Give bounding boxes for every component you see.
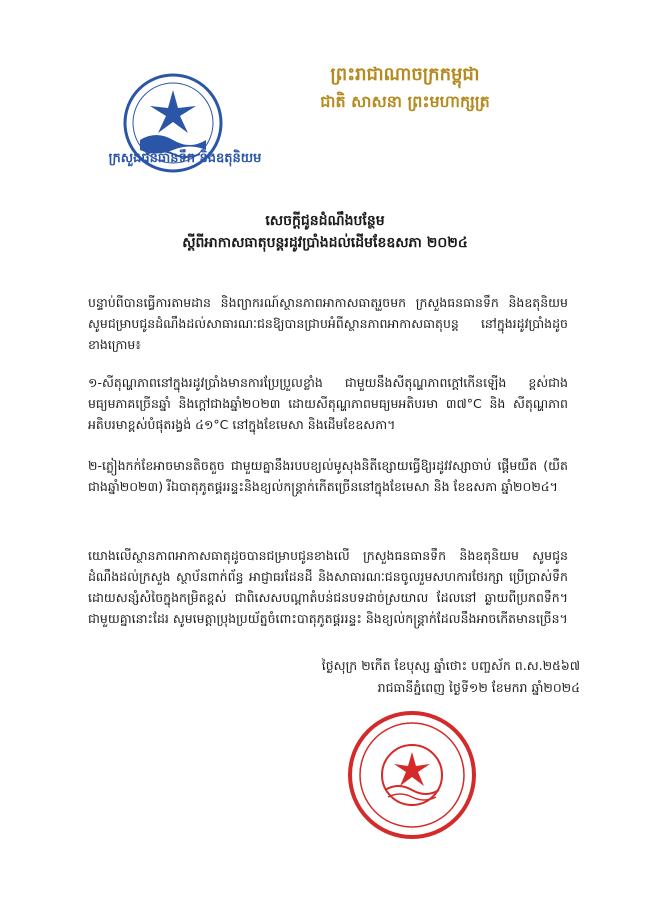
ministry-name: ក្រសួងធនធានទឹក និងឧតុនិយម — [108, 151, 262, 166]
intro-paragraph: បន្ទាប់ពីបានធ្វើការតាមដាន និងព្យាករណ៍ស្ថានភាពអាកាសធាតុរួចមក ក្រសួងធនធានទឹក និងឧតុនិយម សូមជម្រាបជូនដំណឹងដល់សាធារណៈជនឱ្យបានជ្រាបអំពីស្ថានភាពអាកាសធាតុបន្ត នៅក្នុងរដូវប្រាំងដូចខាងក្រោម៖ — [88, 295, 568, 352]
kingdom-line2: ជាតិ សាសនា ព្រះមហាក្សត្រ — [320, 92, 490, 111]
title-line2: ស្ដីពីអាកាសធាតុបន្ដរដូវប្រាំងដល់ដើមខែឧសភា ២០២៤ — [182, 235, 468, 251]
kingdom-header — [240, 62, 570, 114]
point-1-paragraph: ១-សីតុណ្ហភាពនៅក្នុងរដូវប្រាំងមានការប្រែប្រួលខ្លាំង ជាមួយនឹងសីតុណ្ហភាពក្ដៅកើនឡើង ខ្ពស់ជាងមធ្យមភាគច្រើនឆ្នាំ និងក្ដៅជាងឆ្នាំ២០២៣ ដោយសីតុណ្ហភាពមធ្យមអតិបរមា ៣៧°C និង សីតុណ្ហភាពអតិបរមាខ្ពស់បំផុតរង្វង់ ៤១°C នៅក្នុងខែមេសា និងដើមខែឧសភា។ — [88, 375, 568, 432]
title-line1: សេចក្ដីជូនដំណឹងបន្ថែម — [265, 213, 385, 229]
conclusion-paragraph: យោងលើស្ថានភាពអាកាសធាតុដូចបានជម្រាបជូនខាងលើ ក្រសួងធនធានទឹក និងឧតុនិយម សូមជូនដំណឹងដល់ក្រសួង ស្ថាប័នពាក់ព័ន្ធ អាជ្ញាធរដែនដី និងសាធារណៈជនចូលរួមសហការថែរក្សា ប្រើប្រាស់ទឹកដោយសន្សំសំចៃក្នុងកម្រិតខ្ពស់ ជាពិសេសបណ្ដាតំបន់ជនបទដាច់ស្រយាល ដែលនៅ ឆ្ងាយពីប្រភពទឹក។ ជាមួយគ្នានោះដែរ សូមមេត្តាប្រុងប្រយ័ត្នចំពោះបាតុភូតផ្គររន្ទះ និងខ្យល់កន្ត្រាក់ដែលនឹងអាចកើតមានច្រើន។ — [88, 548, 568, 626]
point-2-paragraph: ២-ភ្លៀងកក់ខែអាចមានតិចតួច ជាមួយគ្នានឹងរបបខ្យល់មូសុងនិតីខ្សោយធ្វើឱ្យរដូវវស្សាចាប់ ផ្ដើមយឺត (យឺតជាងឆ្នាំ២០២៣) រីឯបាតុភូតផ្គររន្ទះនិងខ្យល់កន្ត្រាក់កើតច្រើននៅក្នុងខែមេសា និង ខែឧសភា ឆ្នាំ២០២៤។ — [88, 458, 568, 494]
official-seal — [345, 708, 479, 842]
document-title — [90, 210, 560, 254]
place-date: រាជធានីភ្នំពេញ ថ្ងៃទី១២ ខែមករា ឆ្នាំ២០២៤ — [377, 680, 580, 695]
lunar-date: ថ្ងៃសុក្រ ២កើត ខែបុស្ស ឆ្នាំថោះ បញ្ចស័ក ព.ស.២៥៦៧ — [321, 658, 580, 673]
kingdom-line1: ព្រះរាជាណាចក្រកម្ពុជា — [330, 64, 480, 85]
